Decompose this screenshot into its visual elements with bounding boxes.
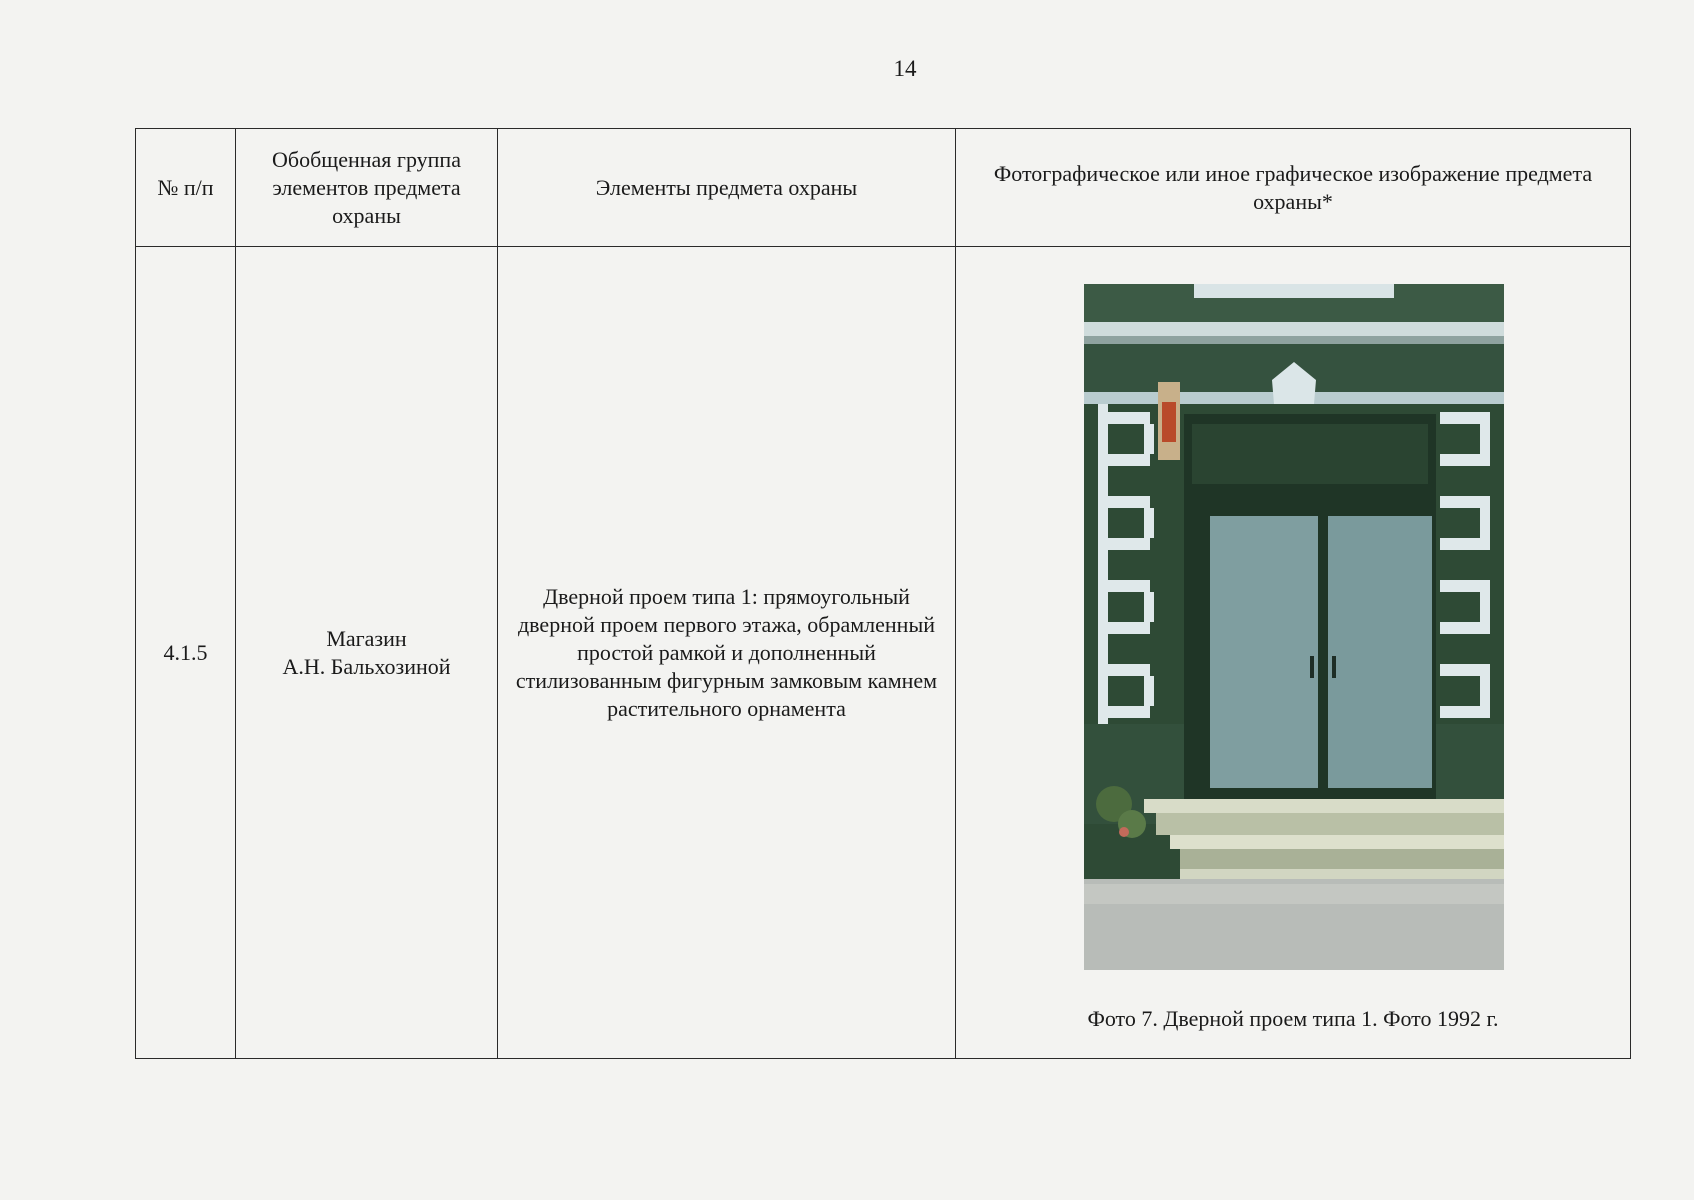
header-elements: Элементы предмета охраны [498, 129, 956, 247]
protection-elements-table [135, 128, 1631, 1059]
group-name-line2: А.Н. Бальхозиной [282, 653, 451, 679]
row-elements: Дверной проем типа 1: прямоугольный дверной проем первого этажа, обрамленный простой рамкой и дополненный стилизованным фигурным замковым камнем растительного орнамента [498, 247, 956, 1059]
header-group: Обобщенная группа элементов предмета охраны [236, 129, 498, 247]
doorway-photo [1084, 284, 1504, 970]
table-row [136, 247, 1631, 1059]
row-num: 4.1.5 [136, 247, 236, 1059]
row-group [236, 247, 498, 1059]
group-name-line1: Магазин [326, 625, 407, 651]
table-header-row [136, 129, 1631, 247]
header-num: № п/п [136, 129, 236, 247]
row-photo [956, 247, 1631, 1059]
header-photo: Фотографическое или иное графическое изображение предмета охраны* [956, 129, 1631, 247]
page-number: 14 [893, 56, 917, 81]
photo-caption: Фото 7. Дверной проем типа 1. Фото 1992 г. [1087, 1006, 1499, 1031]
doorway-photo-illustration [1084, 284, 1504, 970]
